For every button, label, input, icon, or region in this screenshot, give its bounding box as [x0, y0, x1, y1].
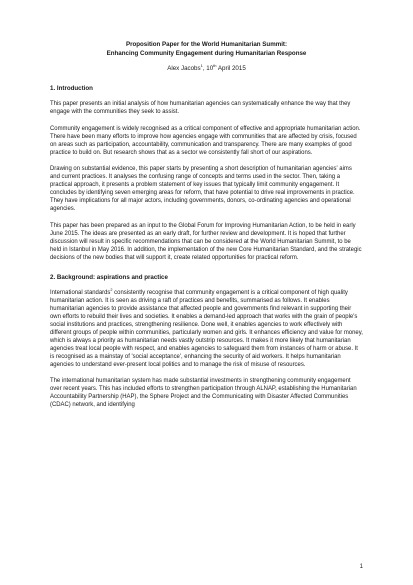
paragraph: The international humanitarian system has made substantial investments in strengthening community engagement over recent years. This has included efforts to strengthen participation through ALNAP, establishing the Humanitarian Accountability Partnership (HAP), the Sphere Project and the Communicating with Disaster Affected Communities (CDAC) network, and identifying	[50, 378, 357, 409]
paragraph: Community engagement is widely recognised as a critical component of effective and appropriate humanitarian action. There have been many efforts to improve how agencies engage with communities that are affected by crisis, focused on areas such as participation, accountability, communication and transparency. There are many examples of good practice to build on. But research shows that as a sector we consistently fall short of our aspirations.	[50, 125, 361, 156]
page-number: 1	[359, 564, 363, 570]
paragraph-lead: International standards	[50, 290, 111, 297]
author-name: Alex Jacobs	[167, 65, 201, 72]
date-rest: April 2015	[216, 65, 246, 72]
paragraph: Drawing on substantial evidence, this paper starts by presenting a short description of humanitarian agencies' aims and current practices. It analyses the confusing range of concepts and terms used in the sector. Then, taking a practical approach, it presents a problem statement of key issues that typically limit community engagement. It concludes by identifying seven emerging areas for reform, that have potential to drive real improvements in practice. They have implications for all major actors, including governments, donors, co-ordinating agencies and operational agencies.	[50, 166, 355, 212]
paragraph: This paper presents an initial analysis of how humanitarian agencies can systematically enhance the way that they engage with the communities they seek to assist.	[50, 101, 351, 115]
document-title	[50, 40, 363, 58]
author-footnote-marker: 1	[200, 62, 203, 68]
date-day: 10	[206, 65, 214, 72]
paragraph	[50, 290, 363, 369]
section-heading: 2. Background: aspirations and practice	[50, 274, 168, 282]
author-byline: Alex Jacobs$^1$, 10th April 2015	[167, 62, 246, 72]
paragraph-rest: consistently recognise that community engagement is a critical component of high quality humanitarian action. It is seen as driving a raft of practices and benefits, summarised as follows. It enables humanitarian agencies to provide assistance that affected people and governments find relevant in supporting their own efforts to rebuild their lives and societies. It enables a demand-led approach that works with the grain of people's social institutions and practices, strengthening resilience. Done well, it enables agencies to work effectively with different groups of people within communities, particularly women and girls. It enhances efficiency and value for money, which is always a priority as humanitarian needs vastly outstrip resources. It makes it more likely that humanitarian agencies treat local people with respect, and enables agencies to safeguard them from instances of harm or abuse. It is recognised as a mainstay of 'social acceptance', enhancing the security of aid workers. It helps humanitarian agencies to understand ever-present local politics and to manage the risk of misuse of resources.	[50, 290, 363, 368]
section-background	[50, 274, 363, 410]
footnote-marker: 2	[110, 288, 113, 293]
section-introduction	[50, 85, 363, 262]
section-heading: 1. Introduction	[50, 85, 93, 92]
date-suffix: th	[213, 62, 217, 68]
title-line-2: Enhancing Community Engagement during Humanitarian Response	[106, 50, 307, 57]
title-line-1: Proposition Paper for the World Humanitarian Summit:	[125, 41, 288, 48]
paragraph: This paper has been prepared as an input to the Global Forum for Improving Humanitarian Action, to be held in early June 2015. The ideas are presented as an early draft, for further review and development. It is hoped that further discussion will result in specific recommendations that can be considered at the World Humanitarian Summit, to be held in Istanbul in May 2016. In addition, the implementation of the new Core Humanitarian Standard, and the strategic decisions of the new bodies that will support it, create related opportunities for practical reform.	[50, 222, 362, 261]
